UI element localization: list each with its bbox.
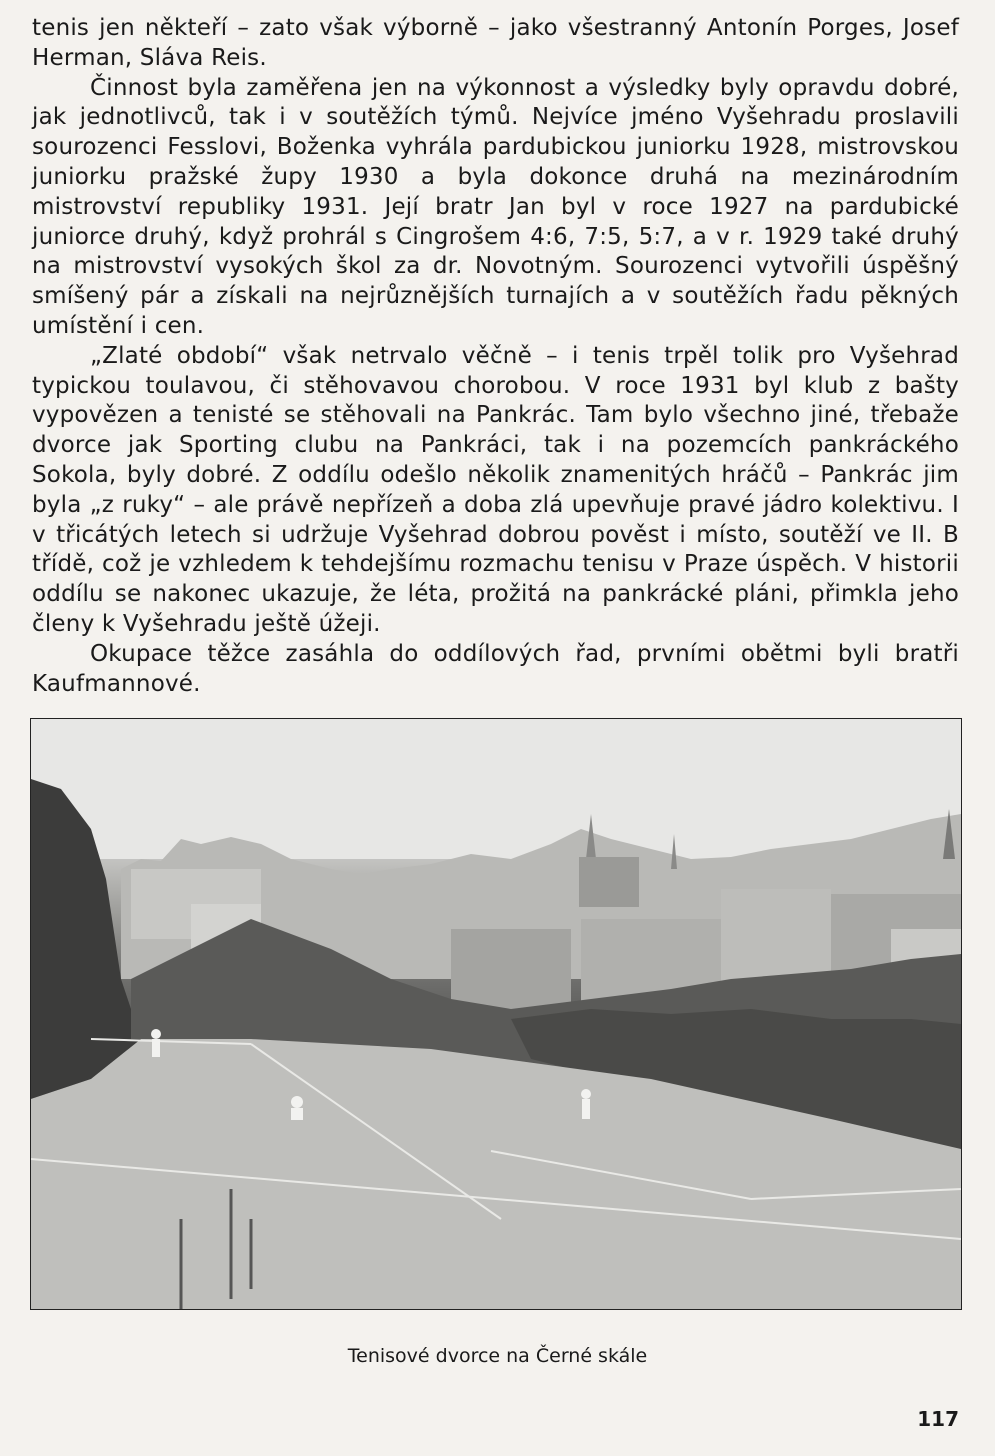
page-number: 117 [917,1407,959,1431]
tennis-courts-photo [30,718,962,1310]
paragraph: tenis jen někteří – zato však výborně – jako všestranný Antonín Porges, Josef Herman, Sláva Reis. [32,15,959,71]
photo-caption: Tenisové dvorce na Černé skále [347,1345,648,1367]
paragraph: „Zlaté období“ však netrvalo věčně – i tenis trpěl tolik pro Vyšehrad typickou toulavou, či stěhovavou chorobou. V roce 1931 byl klub z bašty vypovězen a tenisté se stěhovali na Pankrác. Tam bylo všechno jiné, třebaže dvorce jak Sporting clubu na Pankráci, tak i na pozemcích pankráckého Sokola, byly dobré. Z oddílu odešlo několik znamenitých hráčů – Pankrác jim byla „z ruky“ – ale právě nepřízeň a doba zlá upevňuje pravé jádro kolektivu. I v třicátých letech si udržuje Vyšehrad dobrou pověst i místo, soutěží ve II. B třídě, což je vzhledem k tehdejšímu rozmachu tenisu v Praze úspěch. V historii oddílu se nakonec ukazuje, že léta, prožitá na pankrácké pláni, přimkla jeho členy k Vyšehradu ještě úžeji. [32,342,959,637]
paragraph: Okupace těžce zasáhla do oddílových řad, prvními obětmi byli bratři Kaufmannové. [32,640,959,697]
paragraph: Činnost byla zaměřena jen na výkonnost a výsledky byly opravdu dobré, jak jednotlivců, tak i v soutěžích týmů. Nejvíce jméno Vyšehradu proslavili sourozenci Fesslovi, Boženka vyhrála pardubickou juniorku 1928, mistrovskou juniorku pražské župy 1930 a byla dokonce druhá na mezinárodním mistrovství republiky 1931. Její bratr Jan byl v roce 1927 na pardubické juniorce druhý, když prohrál s Cingrošem 4:6, 7:5, 5:7, a v r. 1929 také druhý na mistrovství vysokých škol za dr. Novotným. Sourozenci vytvořili úspěšný smíšený pár a získali na nejrůznějších turnajích a v soutěžích řadu pěkných umístění i cen. [32,74,959,339]
body-text [32,14,959,699]
